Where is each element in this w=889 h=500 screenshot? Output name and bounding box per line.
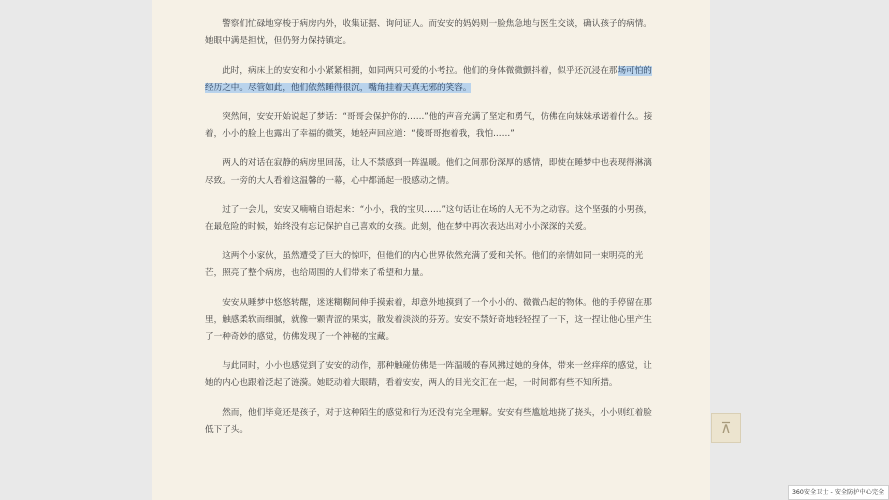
notification-popup[interactable] <box>788 485 889 500</box>
reading-page <box>152 0 710 500</box>
paragraph: 突然间，安安开始说起了梦话：“哥哥会保护你的……”他的声音充满了坚定和勇气，仿佛在向妹妹承诺着什么。接着，小小的脸上也露出了幸福的微笑，她轻声回应道：“傻哥哥抱着我，我怕……” <box>205 112 653 140</box>
paragraph <box>205 0 660 4</box>
arrow-up-icon: ⊼ <box>720 418 732 437</box>
paragraph-with-selection <box>205 63 660 97</box>
scroll-to-top-button[interactable] <box>711 413 741 443</box>
paragraph: 过了一会儿，安安又喃喃自语起来：“小小，我的宝贝……”这句话让在场的人无不为之动容。这个坚强的小男孩，在最危险的时候，始终没有忘记保护自己喜欢的女孩。此刻，他在梦中再次表达出对小小深深的关爱。 <box>205 204 653 233</box>
selected-text[interactable]: 场可怕的经历之中。尽管如此，他们依然睡得很沉，嘴角挂着天真无邪的笑容。 <box>205 65 652 93</box>
paragraph: 然而，他们毕竟还是孩子，对于这种陌生的感觉和行为还没有完全理解。安安有些尴尬地挠了挠头，小小则红着脸低下了头。 <box>205 407 652 435</box>
paragraph: 这两个小家伙，虽然遭受了巨大的惊吓，但他们的内心世界依然充满了爱和关怀。他们的亲情如同一束明亮的光芒，照亮了整个病房，也给周围的人们带来了希望和力量。 <box>205 251 644 279</box>
paragraph-text: 此时，病床上的安安和小小紧紧相拥，如同两只可爱的小考拉。他们的身体微微颤抖着，似乎还沉浸在那 <box>222 65 618 76</box>
paragraph: 警察们忙碌地穿梭于病房内外，收集证据、询问证人。而安安的妈妈则一脸焦急地与医生交谈，确认孩子的病情。她眼中满是担忧，但仍努力保持镇定。 <box>205 19 652 47</box>
paragraph: 两人的对话在寂静的病房里回荡，让人不禁感到一阵温暖。他们之间那份深厚的感情，即使在睡梦中也表现得淋漓尽致。一旁的大人看着这温馨的一幕，心中都涌起一股感动之情。 <box>205 158 652 186</box>
left-margin <box>0 0 152 500</box>
paragraph: 与此同时，小小也感觉到了安安的动作，那种触碰仿佛是一阵温暖的春风拂过她的身体，带来一丝痒痒的感觉，让她的内心也跟着泛起了涟漪。她眨动着大眼睛，看着安安，两人的目光交汇在一起，一时间都有些不知所措。 <box>205 361 652 389</box>
article-content <box>205 0 660 451</box>
notification-text: 360安全卫士 - 安全防护中心完全 <box>792 489 885 496</box>
paragraph: 安安从睡梦中悠悠转醒，迷迷糊糊间伸手摸索着，却意外地摸到了一个小小的、微微凸起的物体。他的手停留在那里，触感柔软而细腻，就像一颗青涩的果实，散发着淡淡的芬芳。安安不禁好奇地轻轻捏了一下，这一捏让他心里产生了一种奇妙的感觉，仿佛发现了一个神秘的宝藏。 <box>205 297 652 343</box>
